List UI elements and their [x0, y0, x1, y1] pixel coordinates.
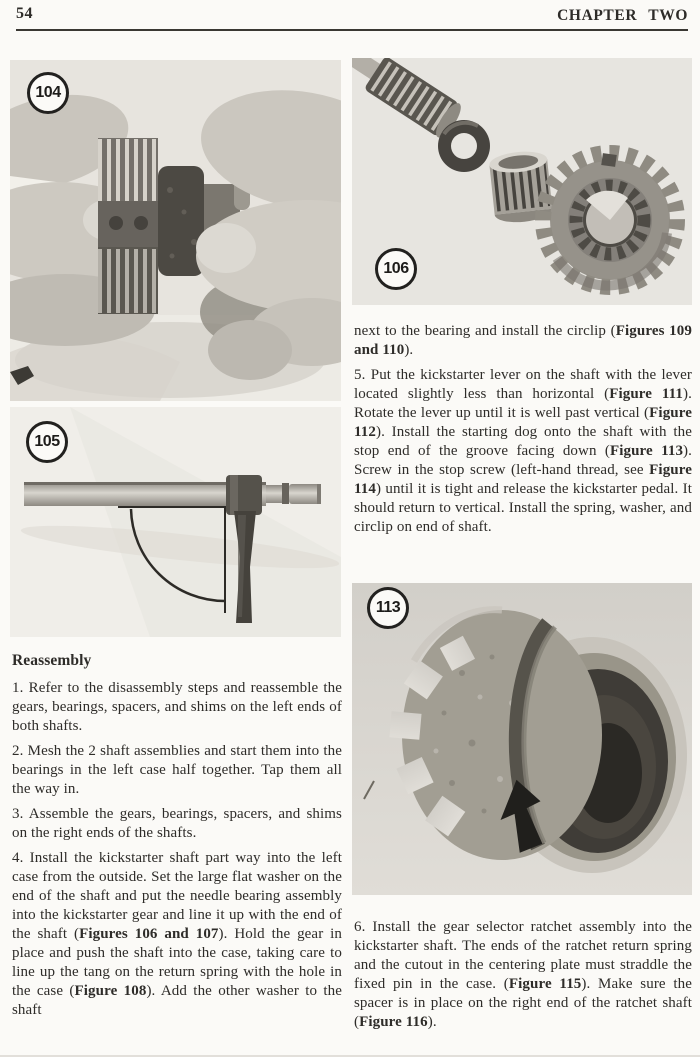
- continuation-paragraph: next to the bearing and install the circlip (Figures 109 and 110).: [354, 323, 692, 358]
- left-text-column: [12, 651, 342, 1020]
- step-5: 5. Put the kickstarter lever on the shaft with the lever located slightly less than horizontal (Figure 111). Rotate the lever up until it is well past vertical (Figure 112). Install the starting dog onto the shaft with the stop end of the groove facing down (Figure 113). Screw in the stop screw (left-hand thread, see Figure 114) until it is tight and release the kickstarter pedal. It should return to vertical. Install the spring, washer, and circlip on end of shaft.: [354, 367, 692, 535]
- figure-113-badge: 113: [367, 587, 409, 629]
- step-6: 6. Install the gear selector ratchet assembly into the kickstarter shaft. The ends of the ratchet return spring and the cutout in the centering plate must straddle the fixed pin in the case. (Figure 115). Make sure the spacer is in place on the right end of the ratchet shaft (Figure 116).: [354, 919, 692, 1030]
- figure-106-photo: [352, 58, 692, 305]
- chapter-title: CHAPTER TWO: [557, 7, 688, 24]
- figure-113-photo: [352, 583, 692, 895]
- step-1: 1. Refer to the disassembly steps and reassemble the gears, bearings, spacers, and shims on the left ends of both shafts.: [12, 680, 342, 734]
- step-4: 4. Install the kickstarter shaft part way into the left case from the outside. Set the large flat washer on the end of the shaft and put the needle bearing assembly into the kickstarter gear and line it up with the end of the shaft (Figures 106 and 107). Hold the gear in place and push the shaft into the case, taking care to line up the tang on the return spring with the hole in the case (Figure 108). Add the other washer to the shaft: [12, 850, 343, 1018]
- right-text-column-bottom: [354, 918, 692, 1032]
- figure-105-badge: 105: [26, 421, 68, 463]
- reassembly-heading: Reassembly: [12, 652, 92, 669]
- figure-105-photo: [10, 407, 341, 637]
- right-text-column-top: [354, 322, 692, 537]
- starting-dog-illustration: [352, 583, 692, 895]
- step-2: 2. Mesh the 2 shaft assemblies and start them into the bearings in the left case half together. Tap them all the way in.: [12, 743, 342, 797]
- hands-gear-illustration: [10, 60, 341, 401]
- header-rule: [16, 29, 688, 31]
- step-3: 3. Assemble the gears, bearings, spacers, and shims on the right ends of the shafts.: [12, 806, 342, 841]
- page-number: 54: [16, 5, 33, 22]
- figure-106-badge: 106: [375, 248, 417, 290]
- figure-104-badge: 104: [27, 72, 69, 114]
- figure-104-photo: [10, 60, 341, 401]
